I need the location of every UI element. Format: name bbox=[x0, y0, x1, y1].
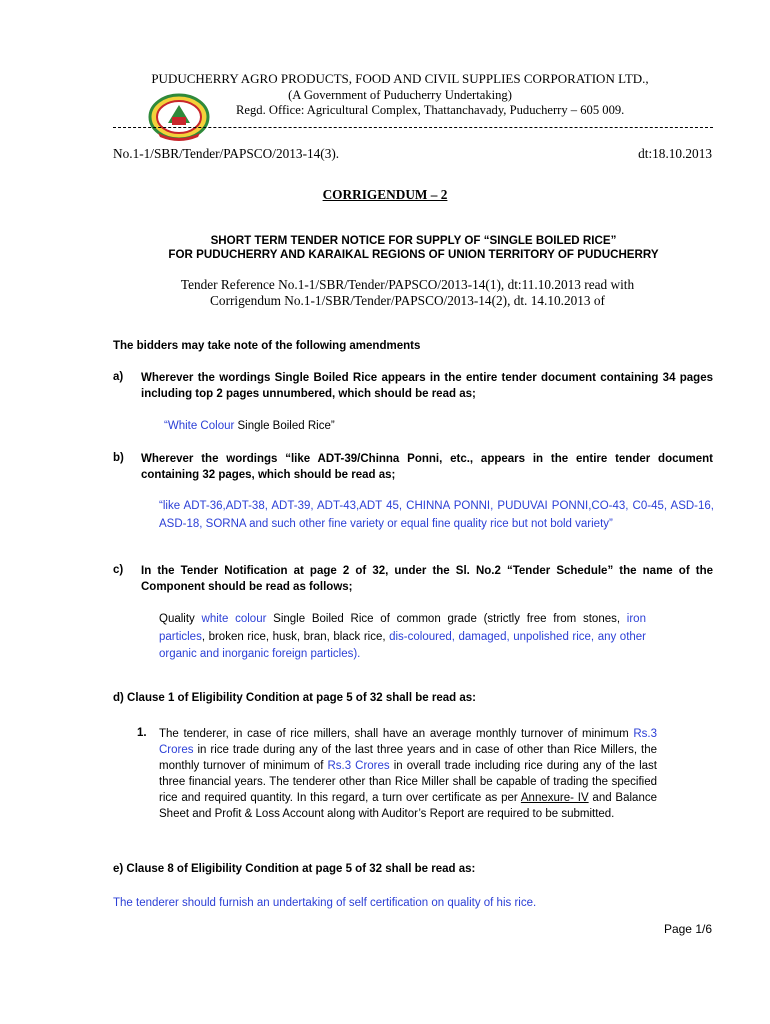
clause-1-annexure: Annexure- IV bbox=[520, 792, 589, 804]
organization-name: PUDUCHERRY AGRO PRODUCTS, FOOD AND CIVIL SUPPLIES CORPORATION LTD., bbox=[151, 71, 649, 86]
item-b-label: b) bbox=[113, 452, 124, 464]
item-b-quote: “like ADT-36,ADT-38, ADT-39, ADT-43,ADT 45, CHINNA PONNI, PUDUVAI PONNI,CO-43, C0-45, ASD-16, ASD-18, SORNA and such other fine variety or equal fine quality rice but not bold variety” bbox=[159, 500, 714, 530]
item-b-text: Wherever the wordings “like ADT-39/Chinna Ponni, etc., appears in the entire tender document containing 32 pages, which should be read as; bbox=[141, 453, 713, 481]
item-a-label: a) bbox=[113, 371, 124, 383]
item-c-q2: white colour bbox=[201, 613, 267, 625]
item-c-q3: Single Boiled Rice of common grade (strictly free from stones, bbox=[266, 613, 627, 625]
item-c-quote bbox=[159, 611, 646, 664]
tender-reference-line-2: Corrigendum No.1-1/SBR/Tender/PAPSCO/2013-14(2), dt. 14.10.2013 of bbox=[210, 293, 605, 308]
header-divider bbox=[113, 127, 713, 128]
reference-number: No.1-1/SBR/Tender/PAPSCO/2013-14(3). bbox=[113, 146, 340, 161]
amendments-intro: The bidders may take note of the following amendments bbox=[113, 340, 421, 352]
item-c-q5: , broken rice, husk, bran, black rice, bbox=[201, 630, 390, 643]
item-c-q1: Quality bbox=[159, 613, 202, 625]
clause-1-t2: Rs.3 Crores bbox=[159, 728, 657, 756]
tender-reference-line-1: Tender Reference No.1-1/SBR/Tender/PAPSCO/2013-14(1), dt:11.10.2013 read with bbox=[180, 277, 635, 292]
item-a-text: Wherever the wordings Single Boiled Rice appears in the entire tender document containing 34 pages including top 2 pages unnumbered, which should be read as; bbox=[141, 372, 713, 400]
item-a-quote-open: “ bbox=[164, 420, 168, 432]
item-a-quote-rest: Single Boiled Rice” bbox=[234, 420, 335, 432]
clause-1-heading: d) Clause 1 of Eligibility Condition at page 5 of 32 shall be read as: bbox=[113, 692, 476, 704]
clause-1-number: 1. bbox=[137, 727, 147, 739]
corrigendum-title: CORRIGENDUM – 2 bbox=[322, 187, 448, 202]
registered-office-address: Regd. Office: Agricultural Complex, Thattanchavady, Puducherry – 605 009. bbox=[236, 103, 625, 117]
clause-1-text bbox=[159, 726, 657, 822]
item-c-q4: iron particles bbox=[159, 613, 646, 643]
clause-1-t7: and Balance Sheet and Profit & Loss Account along with Auditor’s Report are required to be submitted. bbox=[159, 792, 657, 820]
clause-1-t4: Rs.3 Crores bbox=[327, 760, 390, 772]
item-a-quote bbox=[164, 417, 719, 435]
item-c-text: In the Tender Notification at page 2 of 32, under the Sl. No.2 “Tender Schedule” the name of the Component should be read as follows; bbox=[141, 565, 713, 593]
reference-date: dt:18.10.2013 bbox=[638, 146, 712, 161]
item-c-label: c) bbox=[113, 564, 124, 576]
clause-8-text: The tenderer should furnish an undertaking of self certification on quality of his rice. bbox=[113, 897, 537, 909]
item-c-q6: dis-coloured, damaged, unpolished rice, any other organic and inorganic foreign particles). bbox=[159, 630, 647, 660]
clause-8-heading: e) Clause 8 of Eligibility Condition at page 5 of 32 shall be read as: bbox=[113, 863, 476, 875]
item-a-quote-highlight: White Colour bbox=[167, 420, 235, 432]
clause-1-t1: The tenderer, in case of rice millers, shall have an average monthly turnover of minimum bbox=[159, 728, 634, 740]
clause-1-t5: in overall trade including rice during any of the last three financial years. The tenderer other than Rice Miller shall be capable of trading the specified rice and required quantity. In this regard, a turn over certificate as per bbox=[159, 760, 657, 804]
clause-1-t3: in rice trade during any of the last three years and in case of other than Rice Millers, the monthly turnover of minimum of bbox=[159, 744, 657, 772]
notice-title-line-2: FOR PUDUCHERRY AND KARAIKAL REGIONS OF UNION TERRITORY OF PUDUCHERRY bbox=[168, 248, 659, 261]
page-number: Page 1/6 bbox=[663, 922, 712, 936]
government-undertaking-line: (A Government of Puducherry Undertaking) bbox=[288, 88, 512, 102]
notice-title-line-1: SHORT TERM TENDER NOTICE FOR SUPPLY OF “SINGLE BOILED RICE” bbox=[210, 234, 617, 247]
